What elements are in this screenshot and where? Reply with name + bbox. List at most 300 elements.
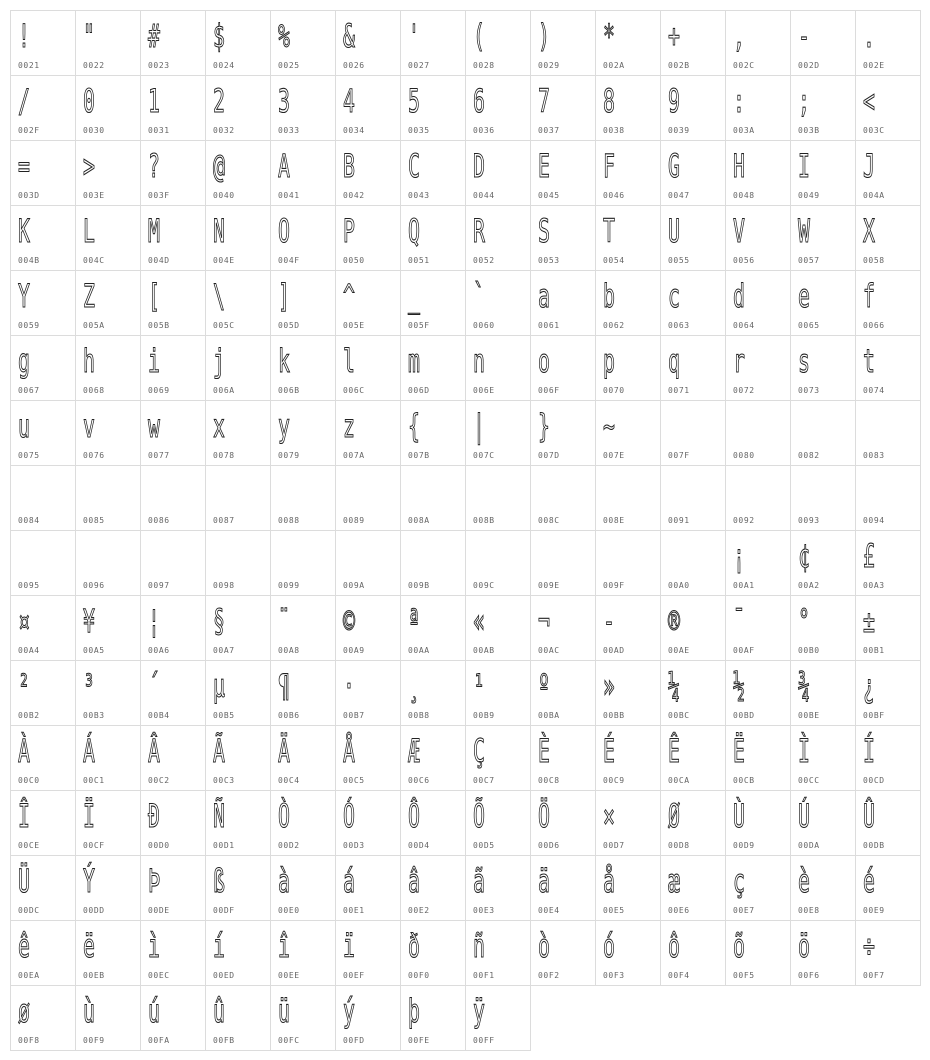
glyph-code-label: 00A5 (83, 646, 105, 655)
glyph-code-label: 00C8 (538, 776, 560, 785)
glyph-cell (335, 10, 401, 76)
glyph-char: ª (408, 602, 420, 640)
glyph-code-label: 00F7 (863, 971, 885, 980)
glyph-char: Î (18, 797, 30, 835)
glyph-code-label: 00BC (668, 711, 690, 720)
glyph-cell (140, 530, 206, 596)
glyph-char: Æ (408, 732, 420, 770)
glyph-code-label: 006F (538, 386, 560, 395)
glyph-char: ? (148, 147, 160, 185)
glyph-char: B (343, 147, 355, 185)
glyph-cell (400, 205, 466, 271)
glyph-code-label: 00DC (18, 906, 40, 915)
glyph-code-label: 007C (473, 451, 495, 460)
glyph-char: ä (538, 862, 550, 900)
glyph-code-label: 00F1 (473, 971, 495, 980)
glyph-char: n (473, 342, 485, 380)
glyph-char: Ü (18, 862, 30, 900)
glyph-cell (335, 855, 401, 921)
glyph-char: Á (83, 732, 95, 770)
glyph-cell (270, 140, 336, 206)
glyph-code-label: 0095 (18, 581, 40, 590)
glyph-char: d (733, 277, 745, 315)
glyph-char: ô (668, 927, 680, 965)
glyph-code-label: 00C6 (408, 776, 430, 785)
glyph-code-label: 006E (473, 386, 495, 395)
glyph-cell (205, 595, 271, 661)
glyph-cell (10, 75, 76, 141)
glyph-char: ÷ (863, 927, 875, 965)
glyph-code-label: 003E (83, 191, 105, 200)
glyph-char: ¦ (148, 602, 160, 640)
glyph-char: Ô (408, 797, 420, 835)
glyph-char: ¢ (798, 537, 810, 575)
glyph-code-label: 00A9 (343, 646, 365, 655)
glyph-code-label: 008C (538, 516, 560, 525)
glyph-char: » (603, 667, 615, 705)
glyph-char: u (18, 407, 30, 445)
glyph-cell (595, 400, 661, 466)
glyph-cell (660, 855, 726, 921)
glyph-char: H (733, 147, 745, 185)
glyph-cell (855, 205, 921, 271)
glyph-cell (205, 75, 271, 141)
glyph-cell (10, 140, 76, 206)
glyph-code-label: 0074 (863, 386, 885, 395)
glyph-char: ù (83, 992, 95, 1030)
glyph-cell (725, 335, 791, 401)
glyph-code-label: 00CA (668, 776, 690, 785)
glyph-code-label: 00DB (863, 841, 885, 850)
glyph-cell (660, 660, 726, 726)
glyph-char: 9 (668, 82, 680, 120)
glyph-cell (530, 10, 596, 76)
glyph-code-label: 00CC (798, 776, 820, 785)
glyph-char: à (278, 862, 290, 900)
glyph-cell (595, 920, 661, 986)
glyph-char: m (408, 342, 420, 380)
glyph-cell (660, 10, 726, 76)
glyph-code-label: 009A (343, 581, 365, 590)
glyph-char: Ï (83, 797, 95, 835)
glyph-cell (270, 335, 336, 401)
glyph-code-label: 00AC (538, 646, 560, 655)
glyph-char: É (603, 732, 615, 770)
glyph-code-label: 0084 (18, 516, 40, 525)
glyph-cell (335, 400, 401, 466)
glyph-char: é (863, 862, 875, 900)
glyph-char: û (213, 992, 225, 1030)
glyph-char: ¡ (733, 537, 745, 575)
glyph-cell (205, 920, 271, 986)
glyph-code-label: 00B1 (863, 646, 885, 655)
glyph-code-label: 0022 (83, 61, 105, 70)
glyph-code-label: 00BA (538, 711, 560, 720)
glyph-cell (855, 855, 921, 921)
glyph-code-label: 002A (603, 61, 625, 70)
glyph-code-label: 005A (83, 321, 105, 330)
glyph-cell (75, 465, 141, 531)
glyph-cell (725, 10, 791, 76)
glyph-cell (725, 790, 791, 856)
glyph-char: § (213, 602, 225, 640)
glyph-code-label: 00F2 (538, 971, 560, 980)
glyph-cell (465, 270, 531, 336)
glyph-char: Û (863, 797, 875, 835)
glyph-cell (725, 270, 791, 336)
glyph-code-label: 007D (538, 451, 560, 460)
glyph-code-label: 0072 (733, 386, 755, 395)
glyph-code-label: 0054 (603, 256, 625, 265)
glyph-char: M (148, 212, 160, 250)
glyph-cell (400, 595, 466, 661)
glyph-cell (205, 10, 271, 76)
glyph-cell (530, 335, 596, 401)
glyph-char: ! (18, 17, 30, 55)
glyph-code-label: 002F (18, 126, 40, 135)
glyph-cell (10, 790, 76, 856)
glyph-code-label: 0087 (213, 516, 235, 525)
glyph-char: f (863, 277, 875, 315)
glyph-code-label: 00E8 (798, 906, 820, 915)
glyph-char: Z (83, 277, 95, 315)
glyph-cell (140, 400, 206, 466)
glyph-char: µ (213, 667, 225, 705)
glyph-code-label: 004F (278, 256, 300, 265)
glyph-char: ´ (148, 667, 160, 705)
glyph-code-label: 0093 (798, 516, 820, 525)
glyph-cell (725, 465, 791, 531)
glyph-char: $ (213, 17, 225, 55)
glyph-code-label: 00D6 (538, 841, 560, 850)
glyph-code-label: 0059 (18, 321, 40, 330)
glyph-code-label: 00D2 (278, 841, 300, 850)
glyph-cell (335, 920, 401, 986)
glyph-code-label: 00EF (343, 971, 365, 980)
glyph-code-label: 0077 (148, 451, 170, 460)
glyph-cell (465, 725, 531, 791)
glyph-code-label: 00D8 (668, 841, 690, 850)
glyph-code-label: 0080 (733, 451, 755, 460)
glyph-code-label: 005E (343, 321, 365, 330)
glyph-char: Ê (668, 732, 680, 770)
glyph-code-label: 0028 (473, 61, 495, 70)
glyph-cell (790, 530, 856, 596)
glyph-code-label: 0058 (863, 256, 885, 265)
glyph-char: I (798, 147, 810, 185)
glyph-cell (140, 920, 206, 986)
glyph-char: þ (408, 992, 420, 1030)
glyph-code-label: 0036 (473, 126, 495, 135)
glyph-cell (465, 140, 531, 206)
glyph-cell (595, 725, 661, 791)
glyph-code-label: 00F4 (668, 971, 690, 980)
glyph-code-label: 00FF (473, 1036, 495, 1045)
glyph-cell (75, 725, 141, 791)
glyph-char: º (538, 667, 550, 705)
glyph-char: ^ (343, 277, 355, 315)
glyph-code-label: 00D1 (213, 841, 235, 850)
glyph-cell (75, 985, 141, 1051)
glyph-code-label: 00F5 (733, 971, 755, 980)
glyph-code-label: 0067 (18, 386, 40, 395)
glyph-char: Q (408, 212, 420, 250)
glyph-code-label: 00D0 (148, 841, 170, 850)
glyph-code-label: 002D (798, 61, 820, 70)
glyph-cell (595, 205, 661, 271)
glyph-char: : (733, 82, 745, 120)
glyph-char: ° (798, 602, 810, 640)
glyph-cell (270, 205, 336, 271)
glyph-char: ý (343, 992, 355, 1030)
glyph-char: á (343, 862, 355, 900)
glyph-code-label: 00AE (668, 646, 690, 655)
glyph-char: â (408, 862, 420, 900)
glyph-cell (530, 75, 596, 141)
glyph-char: @ (213, 147, 225, 185)
glyph-code-label: 0055 (668, 256, 690, 265)
glyph-cell (725, 855, 791, 921)
glyph-cell (400, 530, 466, 596)
glyph-cell (660, 790, 726, 856)
glyph-code-label: 00BF (863, 711, 885, 720)
glyph-code-label: 003D (18, 191, 40, 200)
glyph-char: T (603, 212, 615, 250)
glyph-cell (465, 530, 531, 596)
glyph-cell (465, 10, 531, 76)
glyph-char: À (18, 732, 30, 770)
glyph-cell (465, 465, 531, 531)
glyph-code-label: 006D (408, 386, 430, 395)
glyph-code-label: 0066 (863, 321, 885, 330)
glyph-char: « (473, 602, 485, 640)
glyph-code-label: 00DE (148, 906, 170, 915)
glyph-code-label: 00FC (278, 1036, 300, 1045)
glyph-char: Â (148, 732, 160, 770)
glyph-char: ³ (83, 667, 95, 705)
glyph-code-label: 005D (278, 321, 300, 330)
glyph-char: 5 (408, 82, 420, 120)
glyph-code-label: 00E6 (668, 906, 690, 915)
glyph-cell (400, 985, 466, 1051)
glyph-code-label: 0073 (798, 386, 820, 395)
glyph-cell (75, 335, 141, 401)
glyph-cell (205, 790, 271, 856)
glyph-cell (790, 855, 856, 921)
glyph-char: [ (148, 277, 160, 315)
glyph-code-label: 00AA (408, 646, 430, 655)
glyph-char: Å (343, 732, 355, 770)
glyph-code-label: 0052 (473, 256, 495, 265)
glyph-cell (75, 400, 141, 466)
glyph-code-label: 00D7 (603, 841, 625, 850)
glyph-cell (270, 400, 336, 466)
glyph-char: Ì (798, 732, 810, 770)
glyph-cell (10, 855, 76, 921)
glyph-cell (660, 920, 726, 986)
glyph-code-label: 00B6 (278, 711, 300, 720)
glyph-cell (270, 660, 336, 726)
glyph-char: ; (798, 82, 810, 120)
glyph-char: y (278, 407, 290, 445)
glyph-char: Ä (278, 732, 290, 770)
glyph-char: Ø (668, 797, 680, 835)
glyph-cell (530, 400, 596, 466)
glyph-char: x (213, 407, 225, 445)
glyph-code-label: 0076 (83, 451, 105, 460)
glyph-code-label: 0098 (213, 581, 235, 590)
glyph-code-label: 00B0 (798, 646, 820, 655)
glyph-cell (140, 140, 206, 206)
glyph-char: í (213, 927, 225, 965)
glyph-code-label: 0043 (408, 191, 430, 200)
glyph-code-label: 0088 (278, 516, 300, 525)
glyph-cell (595, 855, 661, 921)
glyph-code-label: 0048 (733, 191, 755, 200)
glyph-code-label: 007B (408, 451, 430, 460)
glyph-cell (790, 660, 856, 726)
glyph-char: ' (408, 17, 420, 55)
glyph-char: A (278, 147, 290, 185)
glyph-char: ì (148, 927, 160, 965)
glyph-char: > (83, 147, 95, 185)
glyph-cell (335, 270, 401, 336)
glyph-code-label: 0033 (278, 126, 300, 135)
glyph-code-label: 00D4 (408, 841, 430, 850)
glyph-char: k (278, 342, 290, 380)
glyph-code-label: 007F (668, 451, 690, 460)
glyph-code-label: 002B (668, 61, 690, 70)
glyph-char: ß (213, 862, 225, 900)
glyph-char: & (343, 17, 355, 55)
glyph-char: Ñ (213, 797, 225, 835)
glyph-code-label: 00D5 (473, 841, 495, 850)
glyph-cell (855, 530, 921, 596)
glyph-code-label: 00F3 (603, 971, 625, 980)
glyph-char: j (213, 342, 225, 380)
glyph-cell (75, 660, 141, 726)
glyph-cell (140, 985, 206, 1051)
glyph-cell (530, 270, 596, 336)
glyph-char: Ë (733, 732, 745, 770)
glyph-code-label: 00F8 (18, 1036, 40, 1045)
glyph-cell (595, 790, 661, 856)
glyph-cell (270, 595, 336, 661)
glyph-char: 0 (83, 82, 95, 120)
glyph-char: å (603, 862, 615, 900)
glyph-code-label: 004C (83, 256, 105, 265)
glyph-code-label: 0032 (213, 126, 235, 135)
glyph-code-label: 0079 (278, 451, 300, 460)
glyph-code-label: 009C (473, 581, 495, 590)
glyph-char: t (863, 342, 875, 380)
glyph-char: # (148, 17, 160, 55)
glyph-cell (465, 790, 531, 856)
glyph-code-label: 004D (148, 256, 170, 265)
glyph-cell (75, 855, 141, 921)
glyph-cell (465, 855, 531, 921)
glyph-char: ã (473, 862, 485, 900)
glyph-char: Ù (733, 797, 745, 835)
glyph-char: X (863, 212, 875, 250)
glyph-cell (530, 465, 596, 531)
glyph-code-label: 00C3 (213, 776, 235, 785)
glyph-char: ² (18, 667, 30, 705)
glyph-char: ö (798, 927, 810, 965)
glyph-char: e (798, 277, 810, 315)
glyph-code-label: 005F (408, 321, 430, 330)
glyph-char: Y (18, 277, 30, 315)
glyph-cell (725, 75, 791, 141)
glyph-code-label: 00FB (213, 1036, 235, 1045)
glyph-char: Ú (798, 797, 810, 835)
glyph-char: ` (473, 277, 485, 315)
glyph-cell (140, 270, 206, 336)
glyph-code-label: 0040 (213, 191, 235, 200)
glyph-char: { (408, 407, 420, 445)
glyph-code-label: 00BB (603, 711, 625, 720)
glyph-char: q (668, 342, 680, 380)
glyph-cell (270, 855, 336, 921)
glyph-cell (10, 205, 76, 271)
glyph-char: ê (18, 927, 30, 965)
glyph-char: ¶ (278, 667, 290, 705)
glyph-cell (10, 985, 76, 1051)
glyph-code-label: 00C4 (278, 776, 300, 785)
glyph-cell (660, 75, 726, 141)
glyph-code-label: 0044 (473, 191, 495, 200)
glyph-char: < (863, 82, 875, 120)
glyph-cell (660, 270, 726, 336)
glyph-char: F (603, 147, 615, 185)
glyph-code-label: 00BD (733, 711, 755, 720)
glyph-char: U (668, 212, 680, 250)
glyph-cell (400, 465, 466, 531)
glyph-cell (725, 400, 791, 466)
glyph-code-label: 00E4 (538, 906, 560, 915)
glyph-code-label: 00CD (863, 776, 885, 785)
glyph-code-label: 00C2 (148, 776, 170, 785)
glyph-code-label: 0029 (538, 61, 560, 70)
glyph-cell (140, 10, 206, 76)
glyph-code-label: 0035 (408, 126, 430, 135)
glyph-code-label: 0085 (83, 516, 105, 525)
glyph-char: O (278, 212, 290, 250)
glyph-cell (270, 790, 336, 856)
glyph-code-label: 008B (473, 516, 495, 525)
glyph-code-label: 00CB (733, 776, 755, 785)
glyph-code-label: 0075 (18, 451, 40, 460)
glyph-cell (335, 75, 401, 141)
glyph-char: ½ (733, 667, 745, 705)
glyph-cell (10, 920, 76, 986)
glyph-code-label: 009F (603, 581, 625, 590)
glyph-char: S (538, 212, 550, 250)
glyph-cell (140, 790, 206, 856)
glyph-cell (660, 530, 726, 596)
glyph-cell (75, 920, 141, 986)
glyph-code-label: 003A (733, 126, 755, 135)
glyph-char: J (863, 147, 875, 185)
glyph-code-label: 00E1 (343, 906, 365, 915)
glyph-cell (790, 595, 856, 661)
glyph-code-label: 0023 (148, 61, 170, 70)
glyph-char: h (83, 342, 95, 380)
glyph-cell (855, 335, 921, 401)
glyph-cell (660, 400, 726, 466)
glyph-char: ® (668, 602, 680, 640)
glyph-code-label: 0069 (148, 386, 170, 395)
